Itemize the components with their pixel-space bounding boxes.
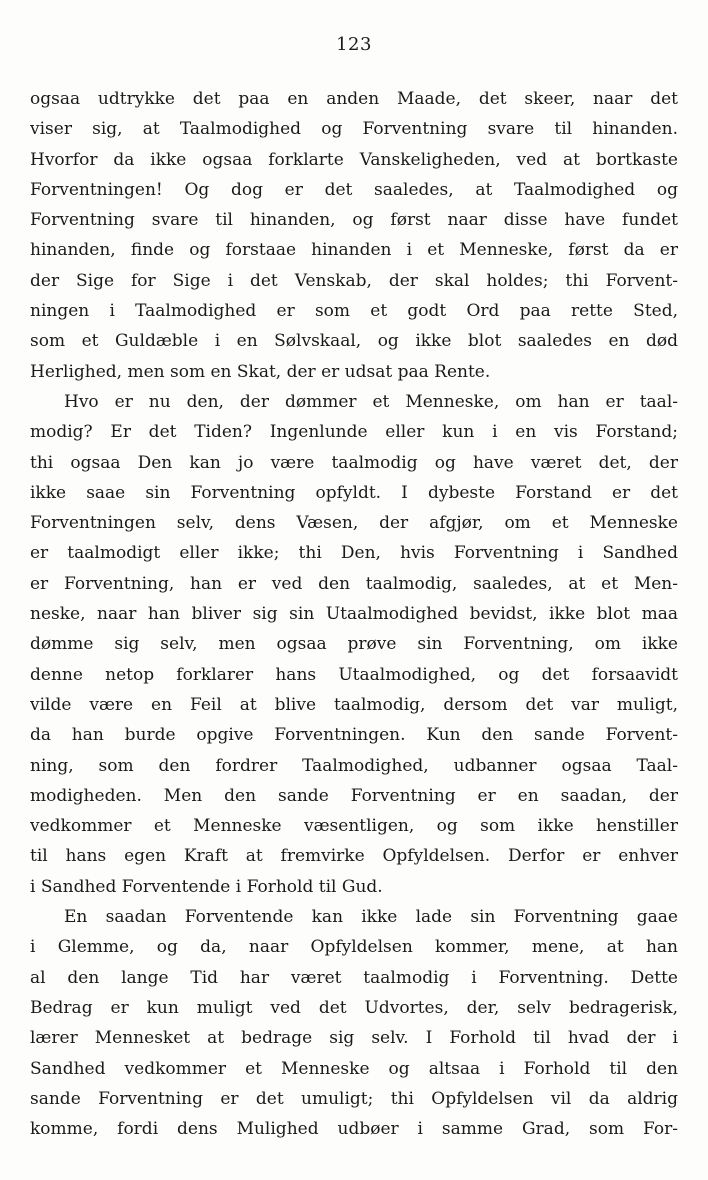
text-line: neske, naar han bliver sig sin Utaalmodighed bevidst, ikke blot maa (30, 604, 678, 625)
text-line: modigheden. Men den sande Forventning er en saadan, der (30, 785, 678, 806)
text-line: modig? Er det Tiden? Ingenlunde eller kun i en vis Forstand; (30, 422, 678, 443)
text-line: i Sandhed Forventende i Forhold til Gud. (30, 876, 383, 897)
page-number: 123 (336, 34, 372, 55)
text-line: ning, som den fordrer Taalmodighed, udbanner ogsaa Taal- (30, 755, 678, 776)
text-line: Hvo er nu den, der dømmer et Menneske, om han er taal- (64, 391, 678, 412)
text-line: Herlighed, men som en Skat, der er udsat paa Rente. (30, 361, 491, 382)
text-line: viser sig, at Taalmodighed og Forventning svare til hinanden. (30, 119, 678, 140)
text-line: ogsaa udtrykke det paa en anden Maade, det skeer, naar det (30, 89, 678, 109)
text-line: ikke saae sin Forventning opfyldt. I dybeste Forstand er det (30, 482, 678, 503)
text-line: der Sige for Sige i det Venskab, der skal holdes; thi Forvent- (30, 270, 678, 291)
body-text (30, 84, 678, 1144)
text-line: Forventning svare til hinanden, og først naar disse have fundet (30, 210, 678, 231)
text-line: sande Forventning er det umuligt; thi Opfyldelsen vil da aldrig (30, 1088, 678, 1109)
text-line: som et Guldæble i en Sølvskaal, og ikke blot saaledes en død (30, 331, 678, 352)
text-line: Forventningen! Og dog er det saaledes, at Taalmodighed og (30, 179, 678, 200)
text-line: i Glemme, og da, naar Opfyldelsen kommer, mene, at han (30, 937, 678, 958)
text-line: al den lange Tid har været taalmodig i Forventning. Dette (30, 967, 678, 988)
text-line: Hvorfor da ikke ogsaa forklarte Vanskeligheden, ved at bortkaste (30, 149, 678, 170)
text-line: Bedrag er kun muligt ved det Udvortes, der, selv bedragerisk, (30, 997, 678, 1018)
text-line: til hans egen Kraft at fremvirke Opfyldelsen. Derfor er enhver (30, 846, 678, 867)
text-line: lærer Mennesket at bedrage sig selv. I Forhold til hvad der i (30, 1028, 678, 1049)
text-line: denne netop forklarer hans Utaalmodighed, og det forsaavidt (30, 664, 678, 685)
text-line: hinanden, finde og forstaae hinanden i et Menneske, først da er (30, 240, 678, 261)
text-line: komme, fordi dens Mulighed udbøer i samme Grad, som For- (30, 1119, 678, 1140)
text-line: vilde være en Feil at blive taalmodig, dersom det var muligt, (30, 694, 678, 715)
text-line: dømme sig selv, men ogsaa prøve sin Forventning, om ikke (30, 634, 678, 655)
text-line: thi ogsaa Den kan jo være taalmodig og have været det, der (30, 452, 678, 473)
text-line: da han burde opgive Forventningen. Kun den sande Forvent- (30, 725, 678, 746)
text-line: er taalmodigt eller ikke; thi Den, hvis Forventning i Sandhed (30, 543, 678, 564)
text-line: ningen i Taalmodighed er som et godt Ord paa rette Sted, (30, 301, 678, 322)
text-line: En saadan Forventende kan ikke lade sin Forventning gaae (64, 907, 678, 928)
text-line: vedkommer et Menneske væsentligen, og som ikke henstiller (30, 816, 678, 837)
text-line: Forventningen selv, dens Væsen, der afgjør, om et Menneske (30, 513, 678, 534)
text-line: Sandhed vedkommer et Menneske og altsaa i Forhold til den (30, 1058, 678, 1079)
text-line: er Forventning, han er ved den taalmodig, saaledes, at et Men- (30, 573, 678, 594)
